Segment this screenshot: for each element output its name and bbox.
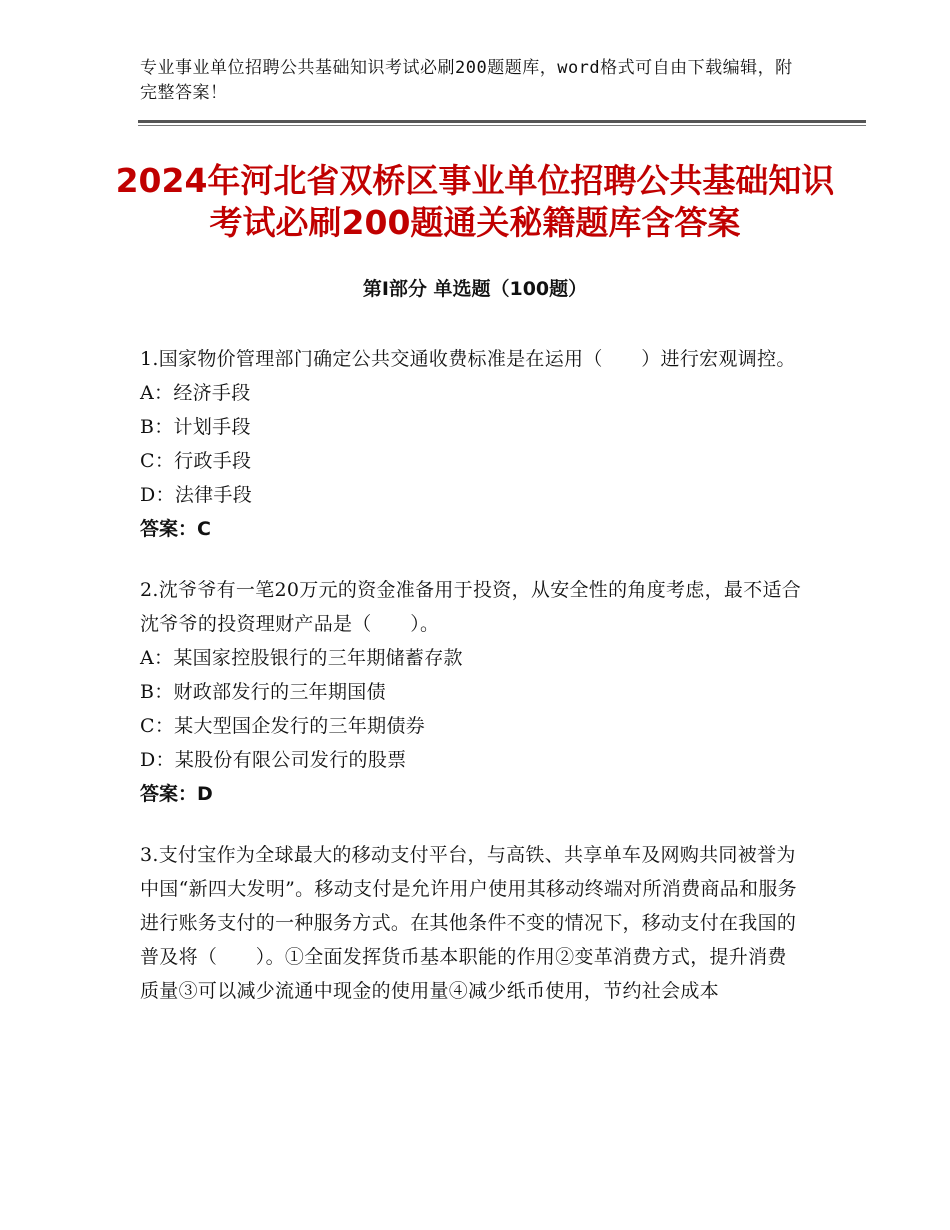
option-b: B：计划手段 [140,416,251,438]
question-stem: 1.国家物价管理部门确定公共交通收费标准是在运用（ ）进行宏观调控。 [140,348,796,370]
header-divider-thin [138,125,866,126]
question-1 [140,342,802,546]
option-a: A：经济手段 [140,382,251,404]
header-note: 专业事业单位招聘公共基础知识考试必刷200题题库，word格式可自由下载编辑，附完整答案！ [140,58,793,103]
question-stem: 2.沈爷爷有一笔20万元的资金准备用于投资，从安全性的角度考虑，最不适合沈爷爷的投资理财产品是（ ）。 [140,579,802,635]
question-2 [140,573,802,811]
option-d: D：某股份有限公司发行的股票 [140,749,407,771]
question-stem: 3.支付宝作为全球最大的移动支付平台，与高铁、共享单车及网购共同被誉为中国“新四大发明”。移动支付是允许用户使用其移动终端对所消费商品和服务进行账务支付的一种服务方式。在其他条件不变的情况下，移动支付在我国的普及将（ ）。①全面发挥货币基本职能的作用②变革消费方式，提升消费质量③可以减少流通中现金的使用量④减少纸币使用，节约社会成本 [140,844,797,1002]
header-divider-thick [138,120,866,123]
option-b: B：财政部发行的三年期国债 [140,681,386,703]
option-d: D：法律手段 [140,484,253,506]
document-title: 2024年河北省双桥区事业单位招聘公共基础知识考试必刷200题通关秘籍题库含答案 [115,161,835,242]
option-c: C：某大型国企发行的三年期债券 [140,715,426,737]
answer: 答案：C [140,518,211,540]
option-c: C：行政手段 [140,450,252,472]
section-title: 第Ⅰ部分 单选题（100题） [362,278,588,300]
option-a: A：某国家控股银行的三年期储蓄存款 [140,647,463,669]
answer: 答案：D [140,783,213,805]
question-3 [140,838,802,1008]
question-list [140,342,802,1035]
